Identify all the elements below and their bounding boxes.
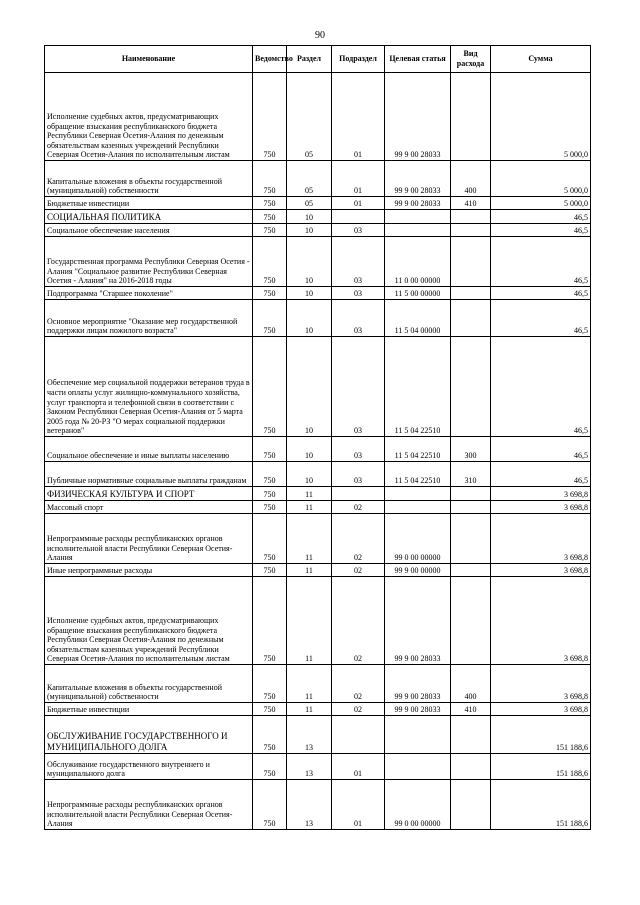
row-razdel: 05 [287, 73, 332, 161]
row-podrazdel: 03 [332, 337, 385, 437]
table-row [45, 462, 591, 487]
row-podrazdel: 02 [332, 564, 385, 577]
row-sum: 3 698,8 [491, 703, 591, 716]
table-row [45, 237, 591, 287]
row-name: Социальное обеспечение и иные выплаты населению [45, 437, 253, 462]
row-podrazdel [332, 716, 385, 754]
row-sum: 5 000,0 [491, 197, 591, 210]
row-sum: 46,5 [491, 210, 591, 224]
table-row [45, 197, 591, 210]
row-name: Обслуживание государственного внутреннего и муниципального долга [45, 754, 253, 780]
row-name: Социальное обеспечение населения [45, 224, 253, 237]
row-sum: 46,5 [491, 337, 591, 437]
row-podrazdel: 03 [332, 300, 385, 337]
row-vid [451, 210, 491, 224]
row-sum: 151 188,6 [491, 716, 591, 754]
table-row [45, 754, 591, 780]
row-podrazdel: 02 [332, 703, 385, 716]
row-razdel: 13 [287, 780, 332, 830]
row-sum: 151 188,6 [491, 780, 591, 830]
row-vid [451, 514, 491, 564]
table-row [45, 703, 591, 716]
row-vid [451, 224, 491, 237]
row-name: Государственная программа Республики Северная Осетия - Алания "Социальное развитие Республики Северная Осетия - Алания" на 2016-2018 годы [45, 237, 253, 287]
table-row [45, 337, 591, 437]
table-row [45, 780, 591, 830]
row-sum: 3 698,8 [491, 665, 591, 703]
row-name: Массовый спорт [45, 501, 253, 514]
row-name: Основное мероприятие "Оказание мер государственной поддержки лицам пожилого возраста" [45, 300, 253, 337]
row-name: СОЦИАЛЬНАЯ ПОЛИТИКА [45, 210, 253, 224]
row-podrazdel: 01 [332, 197, 385, 210]
table-row [45, 514, 591, 564]
table-row [45, 437, 591, 462]
row-ved: 750 [253, 754, 287, 780]
row-ved: 750 [253, 224, 287, 237]
row-razdel: 11 [287, 514, 332, 564]
row-target: 11 5 04 22510 [385, 437, 451, 462]
page-number: 90 [315, 30, 325, 41]
row-razdel: 10 [287, 237, 332, 287]
row-sum: 3 698,8 [491, 564, 591, 577]
row-sum: 46,5 [491, 300, 591, 337]
header-sum: Сумма [491, 46, 591, 73]
row-name: ОБСЛУЖИВАНИЕ ГОСУДАРСТВЕННОГО И МУНИЦИПАЛЬНОГО ДОЛГА [45, 716, 253, 754]
row-target [385, 716, 451, 754]
row-name: ФИЗИЧЕСКАЯ КУЛЬТУРА И СПОРТ [45, 487, 253, 501]
row-vid [451, 73, 491, 161]
row-vid [451, 754, 491, 780]
row-vid [451, 716, 491, 754]
budget-table [44, 45, 591, 830]
row-podrazdel [332, 210, 385, 224]
row-razdel: 11 [287, 703, 332, 716]
row-vid [451, 564, 491, 577]
row-razdel: 10 [287, 224, 332, 237]
row-ved: 750 [253, 501, 287, 514]
row-podrazdel: 02 [332, 577, 385, 665]
row-razdel: 11 [287, 564, 332, 577]
row-podrazdel: 02 [332, 665, 385, 703]
row-sum: 46,5 [491, 224, 591, 237]
row-razdel: 10 [287, 437, 332, 462]
row-name: Подпрограмма "Старшее поколение" [45, 287, 253, 300]
row-sum: 151 188,6 [491, 754, 591, 780]
table-row [45, 300, 591, 337]
row-ved: 750 [253, 287, 287, 300]
row-target: 99 9 00 00000 [385, 564, 451, 577]
row-razdel: 11 [287, 501, 332, 514]
table-row [45, 577, 591, 665]
row-razdel: 11 [287, 487, 332, 501]
row-vid [451, 487, 491, 501]
row-ved: 750 [253, 514, 287, 564]
row-target [385, 210, 451, 224]
row-sum: 5 000,0 [491, 73, 591, 161]
row-ved: 750 [253, 703, 287, 716]
row-sum: 46,5 [491, 287, 591, 300]
row-name: Иные непрограммные расходы [45, 564, 253, 577]
row-sum: 5 000,0 [491, 161, 591, 197]
row-sum: 3 698,8 [491, 501, 591, 514]
row-vid: 300 [451, 437, 491, 462]
row-ved: 750 [253, 487, 287, 501]
row-sum: 3 698,8 [491, 514, 591, 564]
header-vedomstvo: Ведомство [253, 46, 287, 73]
row-vid: 400 [451, 161, 491, 197]
row-vid [451, 501, 491, 514]
row-vid [451, 780, 491, 830]
header-target: Целевая статья [385, 46, 451, 73]
row-razdel: 10 [287, 462, 332, 487]
table-header-row [45, 46, 591, 73]
row-sum: 46,5 [491, 462, 591, 487]
row-ved: 750 [253, 300, 287, 337]
row-razdel: 05 [287, 161, 332, 197]
row-podrazdel: 02 [332, 501, 385, 514]
row-vid [451, 237, 491, 287]
row-podrazdel: 01 [332, 754, 385, 780]
row-ved: 750 [253, 665, 287, 703]
row-name: Исполнение судебных актов, предусматривающих обращение взыскания республиканского бюджета Республики Северная Осетия-Алания по денежным обязательствам казенных учреждений Республики Северная Осетия-Алания по исполнительным листам [45, 73, 253, 161]
row-razdel: 13 [287, 754, 332, 780]
table-row [45, 487, 591, 501]
row-target: 99 0 00 00000 [385, 514, 451, 564]
table-row [45, 287, 591, 300]
row-razdel: 11 [287, 665, 332, 703]
row-podrazdel [332, 487, 385, 501]
row-name: Бюджетные инвестиции [45, 197, 253, 210]
row-name: Обеспечение мер социальной поддержки ветеранов труда в части оплаты услуг жилищно-коммунального хозяйства, услуг транспорта и телефонной связи в соответствии с Законом Республики Северная Осетия-Алания от 5 марта 2005 года № 20-РЗ "О мерах социальной поддержки ветеранов" [45, 337, 253, 437]
row-name: Непрограммные расходы республиканских органов исполнительной власти Республики Северная Осетия-Алания [45, 514, 253, 564]
row-target: 99 9 00 28033 [385, 73, 451, 161]
row-target [385, 501, 451, 514]
row-razdel: 10 [287, 287, 332, 300]
table-row [45, 161, 591, 197]
row-target: 99 9 00 28033 [385, 161, 451, 197]
row-ved: 750 [253, 73, 287, 161]
row-podrazdel: 02 [332, 514, 385, 564]
table-row [45, 210, 591, 224]
row-vid [451, 300, 491, 337]
row-podrazdel: 01 [332, 780, 385, 830]
row-ved: 750 [253, 210, 287, 224]
row-podrazdel: 03 [332, 224, 385, 237]
row-ved: 750 [253, 197, 287, 210]
row-ved: 750 [253, 237, 287, 287]
row-target: 99 9 00 28033 [385, 197, 451, 210]
row-target: 11 0 00 00000 [385, 237, 451, 287]
header-podrazdel: Подраздел [332, 46, 385, 73]
row-vid: 310 [451, 462, 491, 487]
header-name: Наименование [45, 46, 253, 73]
row-name: Непрограммные расходы республиканских органов исполнительной власти Республики Северная Осетия-Алания [45, 780, 253, 830]
row-vid: 410 [451, 197, 491, 210]
row-target: 11 5 04 00000 [385, 300, 451, 337]
row-target: 11 5 00 00000 [385, 287, 451, 300]
row-vid: 410 [451, 703, 491, 716]
row-ved: 750 [253, 337, 287, 437]
row-podrazdel: 03 [332, 287, 385, 300]
row-podrazdel: 01 [332, 73, 385, 161]
row-ved: 750 [253, 577, 287, 665]
row-ved: 750 [253, 161, 287, 197]
row-podrazdel: 01 [332, 161, 385, 197]
row-vid: 400 [451, 665, 491, 703]
table-row [45, 564, 591, 577]
row-ved: 750 [253, 564, 287, 577]
row-ved: 750 [253, 437, 287, 462]
row-name: Исполнение судебных актов, предусматривающих обращение взыскания республиканского бюджета Республики Северная Осетия-Алания по денежным обязательствам казенных учреждений Республики Северная Осетия-Алания по исполнительным листам [45, 577, 253, 665]
table-row [45, 665, 591, 703]
row-target [385, 754, 451, 780]
row-ved: 750 [253, 716, 287, 754]
row-razdel: 11 [287, 577, 332, 665]
row-sum: 3 698,8 [491, 577, 591, 665]
row-target [385, 487, 451, 501]
row-razdel: 10 [287, 210, 332, 224]
row-razdel: 10 [287, 300, 332, 337]
row-sum: 46,5 [491, 437, 591, 462]
table-row [45, 224, 591, 237]
table-row [45, 73, 591, 161]
table-row [45, 716, 591, 754]
row-sum: 46,5 [491, 237, 591, 287]
row-target [385, 224, 451, 237]
row-razdel: 13 [287, 716, 332, 754]
row-podrazdel: 03 [332, 237, 385, 287]
header-razdel: Раздел [287, 46, 332, 73]
row-target: 99 0 00 00000 [385, 780, 451, 830]
row-ved: 750 [253, 780, 287, 830]
row-target: 99 9 00 28033 [385, 665, 451, 703]
header-vid: Вид расхода [451, 46, 491, 73]
row-target: 11 5 04 22510 [385, 462, 451, 487]
row-name: Публичные нормативные социальные выплаты гражданам [45, 462, 253, 487]
row-name: Капитальные вложения в объекты государственной (муниципальной) собственности [45, 161, 253, 197]
row-vid [451, 287, 491, 300]
row-target: 11 5 04 22510 [385, 337, 451, 437]
row-razdel: 10 [287, 337, 332, 437]
row-sum: 3 698,8 [491, 487, 591, 501]
row-name: Бюджетные инвестиции [45, 703, 253, 716]
row-vid [451, 577, 491, 665]
row-vid [451, 337, 491, 437]
table-row [45, 501, 591, 514]
row-podrazdel: 03 [332, 462, 385, 487]
row-name: Капитальные вложения в объекты государственной (муниципальной) собственности [45, 665, 253, 703]
row-ved: 750 [253, 462, 287, 487]
row-razdel: 05 [287, 197, 332, 210]
row-target: 99 9 00 28033 [385, 577, 451, 665]
row-target: 99 9 00 28033 [385, 703, 451, 716]
row-podrazdel: 03 [332, 437, 385, 462]
